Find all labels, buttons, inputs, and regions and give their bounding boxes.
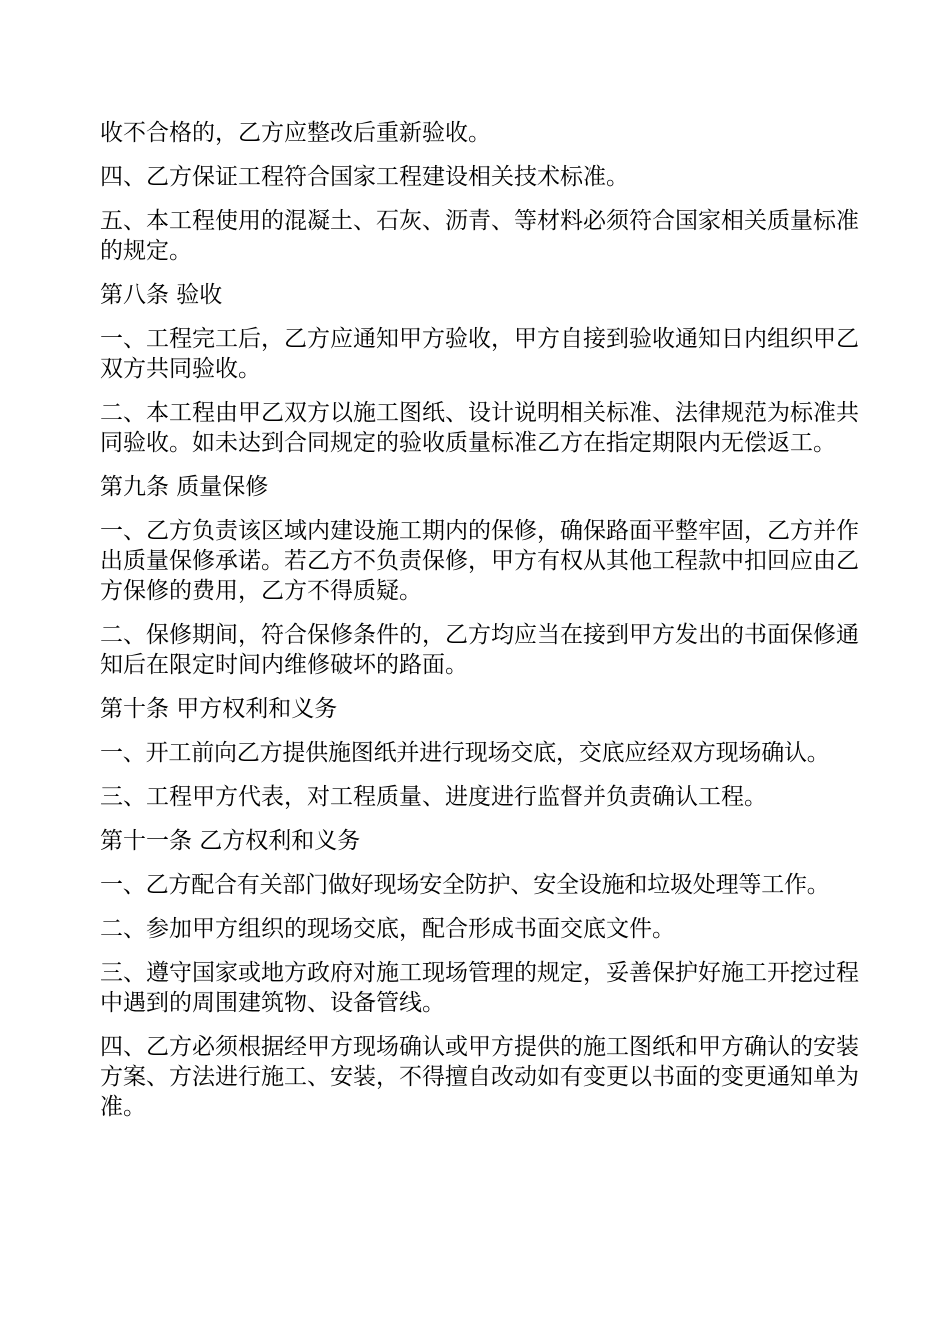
paragraph-joint-acceptance: 二、本工程由甲乙双方以施工图纸、设计说明相关标准、法律规范为标准共同验收。如未达到合同规定的验收质量标准乙方在指定期限内无偿返工。 — [100, 400, 859, 456]
paragraph-party-a-representative: 三、工程甲方代表，对工程质量、进度进行监督并负责确认工程。 — [100, 784, 767, 810]
paragraph-party-b-safety: 一、乙方配合有关部门做好现场安全防护、安全设施和垃圾处理等工作。 — [100, 872, 830, 898]
paragraph-completion-acceptance: 一、工程完工后，乙方应通知甲方验收，甲方自接到验收通知日内组织甲乙双方共同验收。 — [100, 326, 859, 382]
paragraph-party-b-briefing: 二、参加甲方组织的现场交底，配合形成书面交底文件。 — [100, 916, 675, 942]
article-heading-11: 第十一条 乙方权利和义务 — [100, 828, 361, 854]
paragraph-warranty-responsibility: 一、乙方负责该区域内建设施工期内的保修，确保路面平整牢固，乙方并作出质量保修承诺。若乙方不负责保修，甲方有权从其他工程款中扣回应由乙方保修的费用，乙方不得质疑。 — [100, 518, 859, 604]
paragraph-party-b-site-rules: 三、遵守国家或地方政府对施工现场管理的规定，妥善保护好施工开挖过程中遇到的周围建筑物、设备管线。 — [100, 960, 859, 1016]
paragraph-material-quality: 五、本工程使用的混凝土、石灰、沥青、等材料必须符合国家相关质量标准的规定。 — [100, 208, 859, 264]
paragraph-standards-guarantee: 四、乙方保证工程符合国家工程建设相关技术标准。 — [100, 164, 629, 190]
paragraph-acceptance-continued: 收不合格的，乙方应整改后重新验收。 — [100, 120, 491, 146]
paragraph-party-a-drawings: 一、开工前向乙方提供施图纸并进行现场交底，交底应经双方现场确认。 — [100, 740, 830, 766]
paragraph-party-b-construction: 四、乙方必须根据经甲方现场确认或甲方提供的施工图纸和甲方确认的安装方案、方法进行施工、安装，不得擅自改动如有变更以书面的变更通知单为准。 — [100, 1034, 859, 1120]
article-heading-8: 第八条 验收 — [100, 282, 223, 308]
article-heading-9: 第九条 质量保修 — [100, 474, 269, 500]
document-page — [100, 118, 860, 1136]
paragraph-warranty-period: 二、保修期间，符合保修条件的，乙方均应当在接到甲方发出的书面保修通知后在限定时间内维修破坏的路面。 — [100, 622, 859, 678]
article-heading-10: 第十条 甲方权利和义务 — [100, 696, 338, 722]
